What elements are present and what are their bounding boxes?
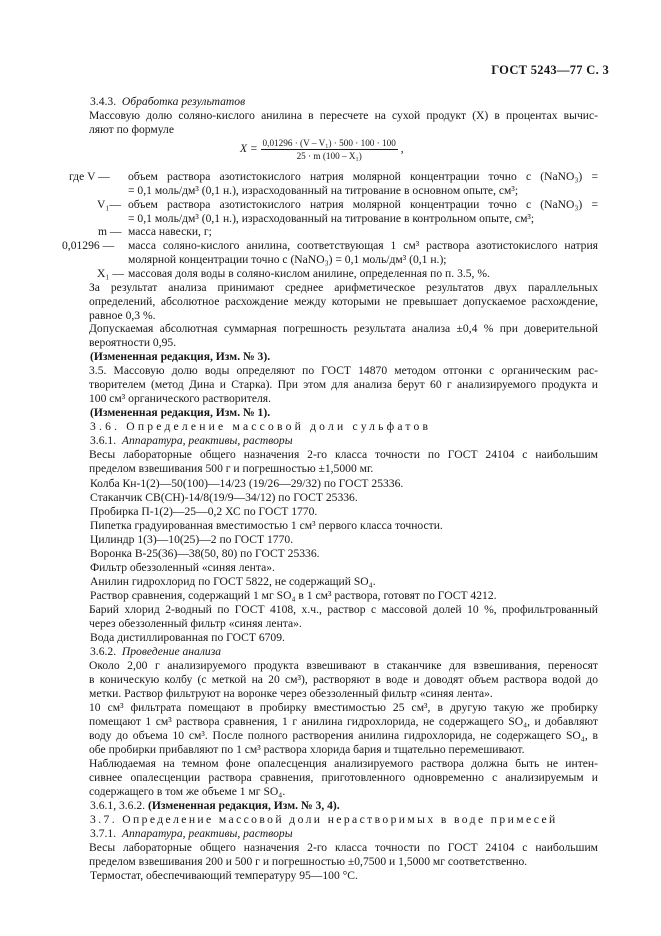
list-item: Термостат, обеспечивающий температуру 95—100 °С.: [90, 869, 358, 882]
def-text: объем раствора азотистокислого натрия молярной концентрации точно c (NaNO₃) =: [128, 170, 598, 183]
edition-note: 3.6.1, 3.6.2. (Измененная редакция, Изм. № 3, 4).: [90, 799, 340, 812]
edition-note: (Измененная редакция, Изм. № 1).: [90, 406, 271, 419]
paragraph-line: в коническую колбу (с меткой на 20 см³), растворяют в воде и доводят объем раствора водой до: [89, 673, 598, 686]
list-item: Колба Кн-1(2)—50(100)—14/23 (19/26—29/32) по ГОСТ 25336.: [90, 477, 404, 490]
section-3-6-2-heading: 3.6.2. Проведение анализа: [90, 645, 222, 658]
section-3-6-1-heading: 3.6.1. Аппаратура, реактивы, растворы: [90, 434, 293, 447]
paragraph-line: пределом взвешивания 500 г и погрешностью ±1,5000 мг.: [89, 462, 374, 475]
paragraph-line: Барий хлорид 2-водный по ГОСТ 4108, х.ч., раствор с массовой долей 10 %, профильтрованный: [89, 603, 598, 616]
paragraph-line: вероятности 0,95.: [89, 336, 177, 349]
paragraph-line: Весы лабораторные общего назначения 2-го класса точности по ГОСТ 24104 с наибольшим: [89, 841, 598, 854]
paragraph-line: Весы лабораторные общего назначения 2-го класса точности по ГОСТ 24104 с наибольшим: [89, 448, 598, 461]
list-item: Вода дистиллированная по ГОСТ 6709.: [90, 631, 285, 644]
paragraph-line: определений, абсолютное расхождение между которыми не превышает допускаемое расхождение,: [89, 295, 598, 308]
paragraph-line: 3.5. Массовую долю воды определяют по ГОСТ 14870 методом отгонки с органическим рас-: [89, 364, 598, 377]
page-header: ГОСТ 5243—77 С. 3: [491, 63, 609, 77]
paragraph-line: через обеззоленный фильтр «синяя лента».: [89, 617, 302, 630]
paragraph-line: 10 см³ фильтрата помещают в пробирку вместимостью 25 см³, в другую такую же пробирку: [89, 701, 598, 714]
list-item: Пипетка градуированная вместимостью 1 см³ первого класса точности.: [90, 519, 443, 532]
def-text: массовая доля воды в соляно-кислом анилине, определенная по п. 3.5, %.: [128, 267, 490, 280]
list-item: Раствор сравнения, содержащий 1 мг SO₄ в 1 см³ раствора, готовят по ГОСТ 4212.: [90, 589, 497, 602]
def-symbol: где V —: [69, 170, 110, 183]
def-symbol: 0,01296 —: [62, 239, 115, 252]
formula-fraction: [261, 138, 398, 161]
paragraph-line: воду до объема 10 см³. После полного растворения анилина гидрохлорида, не содержащего SO₄, в: [89, 729, 598, 742]
formula: X = $\frac{\text{0,01296 · (V – V₁) · 500 · 100 · 100}}{\text{25 · m (100 – X₁)}}$ ,: [240, 138, 404, 161]
formula-denominator: 25 · m (100 – X₁): [296, 151, 362, 161]
def-symbol: m —: [98, 225, 122, 238]
list-item: Цилиндр 1(3)—10(25)—2 по ГОСТ 1770.: [90, 533, 294, 546]
def-text: молярной концентрации точно c (NaNO₃) = 0,1 моль/дм³ (0,1 н.);: [128, 253, 447, 266]
paragraph-line: помещают 1 см³ раствора сравнения, 1 г анилина гидрохлорида, не содержащего SO₄, и добавляют: [89, 715, 598, 728]
paragraph-line: творителем (метод Дина и Старка). При этом для анализа берут 60 г анализируемого продукта и: [89, 378, 598, 391]
paragraph-line: обе пробирки прибавляют по 1 см³ раствора хлорида бария и тщательно перемешивают.: [89, 743, 525, 756]
list-item: Анилин гидрохлорид по ГОСТ 5822, не содержащий SO₄.: [90, 575, 376, 588]
def-text: объем раствора азотистокислого натрия молярной концентрации точно c (NaNO₃) =: [128, 198, 598, 211]
paragraph-line: Около 2,00 г анализируемого продукта взвешивают в стаканчике для взвешивания, переносят: [89, 659, 598, 672]
list-item: Стаканчик СВ(СН)-14/8(19/9—34/12) по ГОСТ 25336.: [90, 491, 358, 504]
paragraph-line: сивнее опалесценции раствора сравнения, приготовленного одновременно с анализируемым и: [89, 771, 598, 784]
def-symbol: X₁ —: [97, 267, 124, 280]
section-3-4-3-heading: 3.4.3. Обработка результатов: [90, 95, 246, 108]
paragraph-line: пределом взвешивания 200 и 500 г и погрешностью ±0,7500 и 1,5000 мг соответственно.: [89, 855, 528, 868]
list-item: Пробирка П-1(2)—25—0,2 ХС по ГОСТ 1770.: [90, 505, 318, 518]
edition-note: (Измененная редакция, Изм. № 3).: [90, 350, 271, 363]
list-item: Фильтр обеззоленный «синяя лента».: [90, 561, 275, 574]
paragraph-line: метки. Раствор фильтруют на воронке через обеззоленный фильтр «синяя лента».: [89, 687, 493, 700]
section-3-7-heading: 3.7. Определение массовой доли нерастворимых в воде примесей: [90, 813, 558, 826]
def-text: масса соляно-кислого анилина, соответствующая 1 см³ раствора азотистокислого натрия: [128, 239, 598, 252]
paragraph-line: Допускаемая абсолютная суммарная погрешность результата анализа ±0,4 % при доверительной: [89, 322, 598, 335]
section-3-6-heading: 3.6. Определение массовой доли сульфатов: [90, 420, 432, 433]
paragraph-line: равное 0,3 %.: [89, 309, 156, 322]
def-text: = 0,1 моль/дм³ (0,1 н.), израсходованный на титрование в контрольном опыте, см³;: [128, 212, 535, 225]
def-text: масса навески, г;: [128, 225, 212, 238]
def-text: = 0,1 моль/дм³ (0,1 н.), израсходованный на титрование в основном опыте, см³;: [128, 184, 519, 197]
def-symbol: V₁—: [97, 198, 122, 211]
section-3-7-1-heading: 3.7.1. Аппаратура, реактивы, растворы: [90, 827, 293, 840]
paragraph-line: содержащего в том же объеме 1 мг SO₄.: [89, 785, 286, 798]
formula-numerator: 0,01296 · (V – V₁) · 500 · 100 · 100: [262, 138, 396, 148]
paragraph-line: За результат анализа принимают среднее арифметическое результатов двух параллельных: [89, 281, 598, 294]
paragraph-line: ляют по формуле: [89, 123, 174, 136]
paragraph-line: Наблюдаемая на темном фоне опалесценция анализируемого раствора должна быть не интен-: [89, 757, 598, 770]
paragraph-line: Массовую долю соляно-кислого анилина в пересчете на сухой продукт (X) в процентах вычис-: [89, 109, 598, 122]
paragraph-line: 100 см³ органического растворителя.: [89, 392, 272, 405]
list-item: Воронка В-25(36)—38(50, 80) по ГОСТ 25336.: [90, 547, 320, 560]
